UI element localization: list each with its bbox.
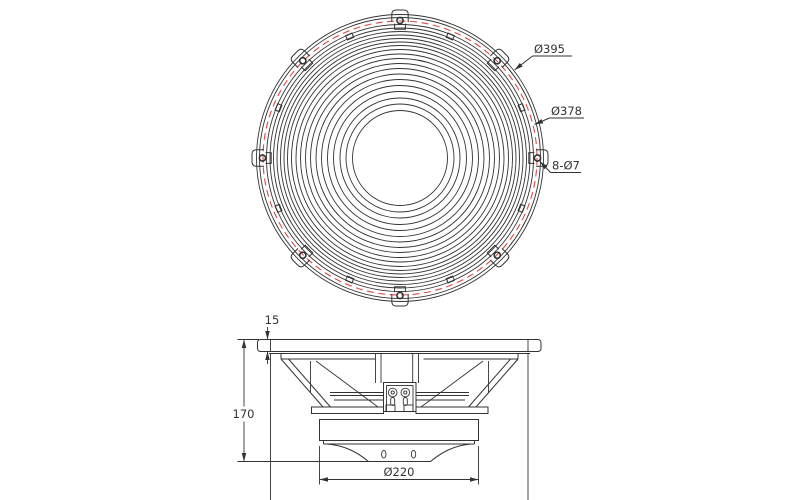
dimension-total-height bbox=[233, 340, 368, 462]
leader-line bbox=[540, 162, 551, 173]
bolt-circle-dashed bbox=[263, 21, 537, 295]
binding-post bbox=[401, 388, 410, 397]
top-plate-hatch bbox=[312, 407, 489, 414]
magnet-diameter-label: Ø220 bbox=[383, 465, 415, 479]
leader-line bbox=[515, 56, 533, 70]
label-outer-diameter bbox=[515, 42, 573, 70]
spider-lines bbox=[330, 393, 469, 401]
speaker-side-view bbox=[233, 313, 541, 500]
speaker-front-view bbox=[252, 10, 584, 306]
bolt-circle-label: Ø378 bbox=[551, 104, 583, 118]
vent-hole bbox=[411, 450, 415, 458]
dimension-flange-thickness bbox=[265, 313, 280, 364]
binding-post bbox=[388, 388, 397, 397]
center-channel bbox=[376, 354, 419, 384]
terminal-block bbox=[384, 383, 417, 412]
basket-frame bbox=[269, 354, 530, 408]
total-height-label: 170 bbox=[232, 407, 255, 421]
gasket-flange bbox=[258, 340, 542, 352]
gasket-notches bbox=[275, 33, 525, 283]
cone-rings bbox=[257, 15, 544, 302]
magnet-assembly bbox=[320, 420, 479, 462]
leader-line bbox=[535, 118, 550, 125]
mounting-holes-label: 8-Ø7 bbox=[552, 158, 580, 173]
vent-hole bbox=[382, 450, 386, 458]
flange-thickness-label: 15 bbox=[264, 313, 280, 327]
back-plate-boot bbox=[327, 444, 471, 462]
dimension-magnet-diameter bbox=[320, 446, 479, 485]
label-bolt-circle bbox=[535, 104, 585, 125]
outer-diameter-label: Ø395 bbox=[534, 42, 566, 56]
